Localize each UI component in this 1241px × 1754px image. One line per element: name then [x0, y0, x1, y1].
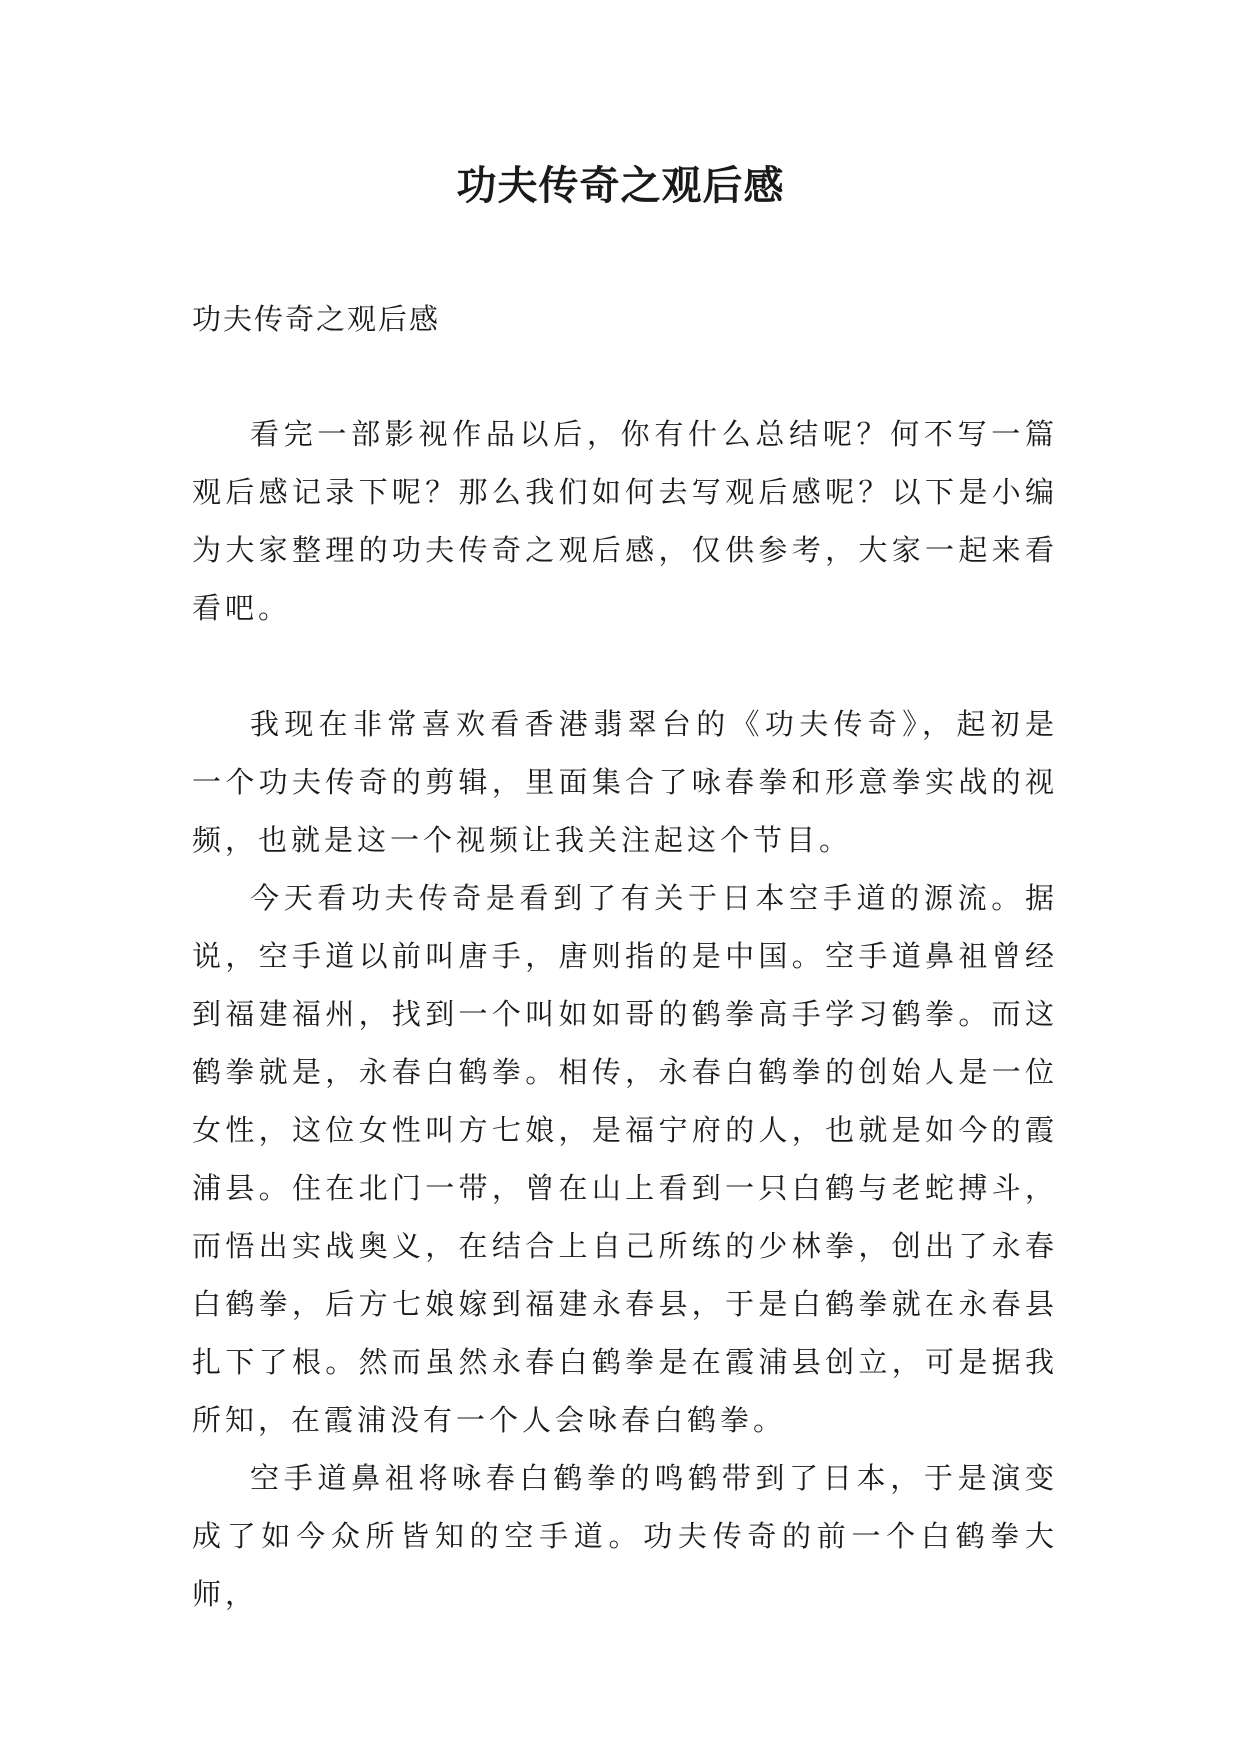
main-content: [192, 695, 1058, 1623]
document-title: 功夫传奇之观后感: [456, 163, 785, 209]
body-paragraph-3: 空手道鼻祖将咏春白鹤拳的鸣鹤带到了日本，于是演变成了如今众所皆知的空手道。功夫传奇的前一个白鹤拳大师，: [192, 1461, 1058, 1611]
intro-section: [192, 405, 1058, 637]
document-subtitle: 功夫传奇之观后感: [192, 302, 441, 336]
body-paragraph-1: 我现在非常喜欢看香港翡翠台的《功夫传奇》，起初是一个功夫传奇的剪辑，里面集合了咏春拳和形意拳实战的视频，也就是这一个视频让我关注起这个节目。: [192, 707, 1058, 857]
intro-paragraph: 看完一部影视作品以后，你有什么总结呢？何不写一篇观后感记录下呢？那么我们如何去写观后感呢？以下是小编为大家整理的功夫传奇之观后感，仅供参考，大家一起来看看吧。: [192, 417, 1058, 625]
body-paragraph-2: 今天看功夫传奇是看到了有关于日本空手道的源流。据说，空手道以前叫唐手，唐则指的是中国。空手道鼻祖曾经到福建福州，找到一个叫如如哥的鹤拳高手学习鹤拳。而这鹤拳就是，永春白鹤拳。相传，永春白鹤拳的创始人是一位女性，这位女性叫方七娘，是福宁府的人，也就是如今的霞浦县。住在北门一带，曾在山上看到一只白鹤与老蛇搏斗，而悟出实战奥义，在结合上自己所练的少林拳，创出了永春白鹤拳，后方七娘嫁到福建永春县，于是白鹤拳就在永春县扎下了根。然而虽然永春白鹤拳是在霞浦县创立，可是据我所知，在霞浦没有一个人会咏春白鹤拳。: [192, 881, 1058, 1437]
